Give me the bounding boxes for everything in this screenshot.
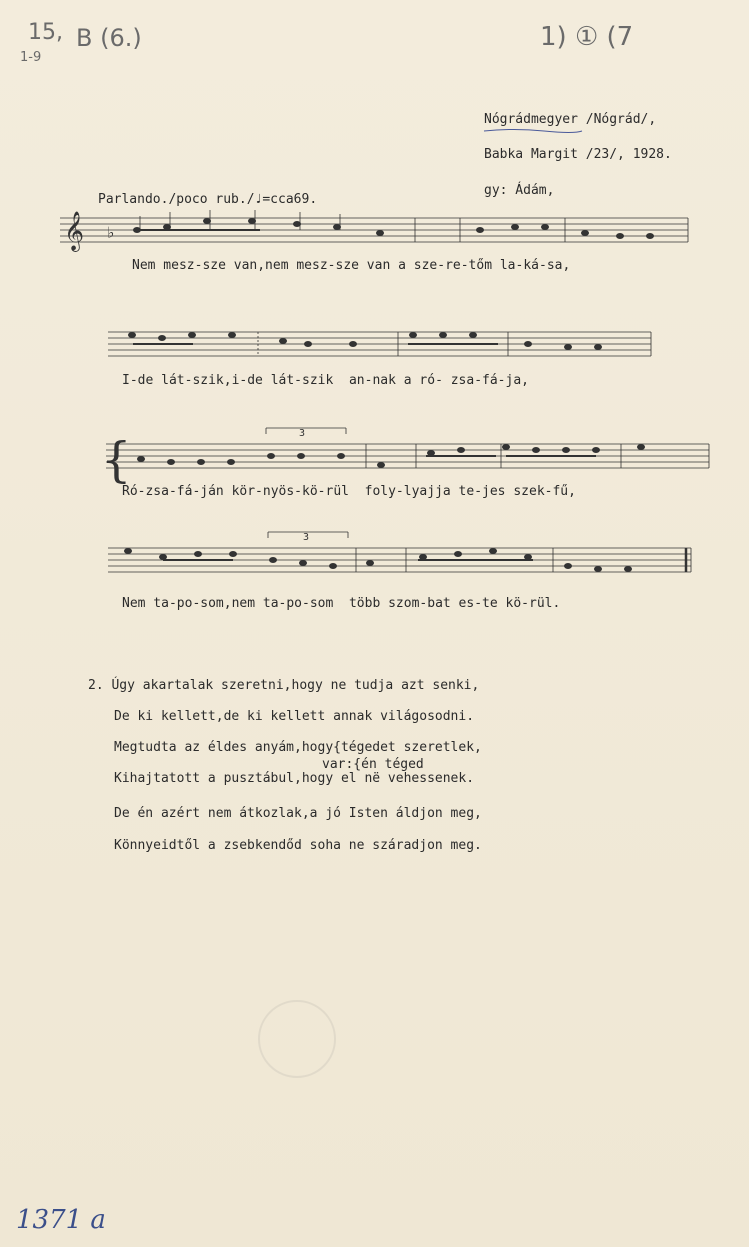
archive-letter-code: B (6.) xyxy=(76,24,142,52)
place-line: Nógrádmegyer /Nógrád/, xyxy=(484,112,657,127)
music-staff-2 xyxy=(108,322,653,366)
svg-text:3: 3 xyxy=(299,428,306,439)
svg-text:♭: ♭ xyxy=(106,223,116,242)
music-staff-1 xyxy=(60,208,690,258)
faded-archive-stamp xyxy=(258,1000,336,1078)
verse-2-variant: var:{én téged xyxy=(322,757,424,772)
music-staff-4 xyxy=(108,528,693,586)
svg-text:3: 3 xyxy=(303,532,310,543)
verse-2-line-2: De ki kellett,de ki kellett annak világosodni. xyxy=(114,709,475,724)
lyric-line-1: Nem mesz-sze van,nem mesz-sze van a sze-re-tőm la-ká-sa, xyxy=(132,258,571,273)
lyric-line-4: Nem ta-po-som,nem ta-po-som több szom-bat es-te kö-rül. xyxy=(122,596,561,611)
collector-line: gy: Ádám, xyxy=(484,183,555,198)
lyric-line-3: Ró-zsa-fá-ján kör-nyös-kö-rül foly-lyajja te-jes szek-fű, xyxy=(122,484,576,499)
svg-text:𝄞: 𝄞 xyxy=(64,211,85,251)
verse-2-line-5: De én azért nem átkozlak,a jó Isten áldjon meg, xyxy=(114,806,482,821)
verse-2-line-6: Könnyeidtől a zsebkendőd soha ne száradjon meg. xyxy=(114,838,482,853)
place-underline xyxy=(484,128,584,134)
tempo-marking: Parlando./poco rub./♩=cca69. xyxy=(98,192,318,207)
lyric-line-2: I-de lát-szik,i-de lát-szik an-nak a ró- zsa-fá-ja, xyxy=(122,373,529,388)
music-staff-3 xyxy=(96,426,711,488)
svg-text:{: { xyxy=(101,432,132,488)
verse-2-line-1: 2. Úgy akartalak szeretni,hogy ne tudja azt senki, xyxy=(88,678,480,693)
archive-subnumber: 1-9 xyxy=(20,50,42,65)
archive-number-bottom: 1371 a xyxy=(16,1205,106,1235)
verse-2-line-3: Megtudta az éldes anyám,hogy{tégedet szeretlek, xyxy=(114,740,482,755)
archive-number-top-left: 15, xyxy=(28,20,63,45)
verse-2-line-4: Kihajtatott a pusztábul,hogy el në vehessenek. xyxy=(114,771,475,786)
singer-line: Babka Margit /23/, 1928. xyxy=(484,147,672,162)
archive-top-right: 1) ① (7 xyxy=(540,22,634,52)
